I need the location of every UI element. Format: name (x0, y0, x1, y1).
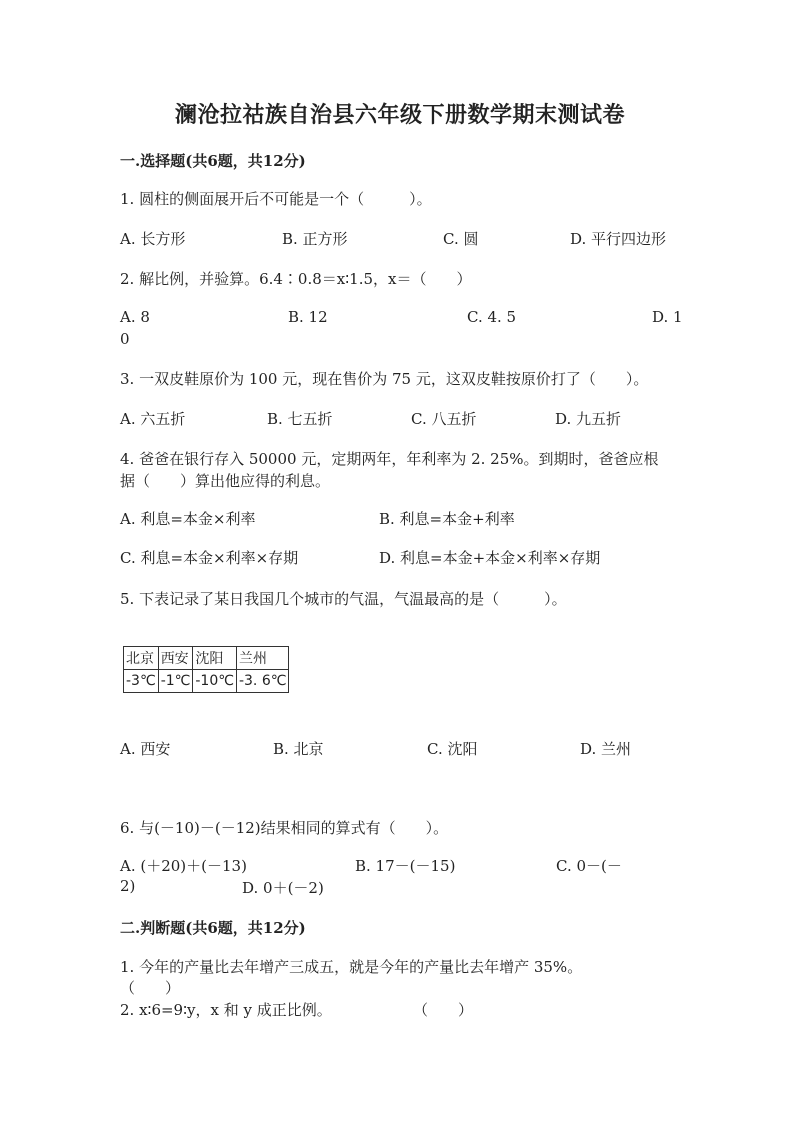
q2-option-c: C. 4. 5 (467, 308, 517, 326)
table-row-temps (124, 670, 289, 693)
q5-option-c: C. 沈阳 (427, 740, 478, 758)
section-heading-judge: 二.判断题(共6题，共12分) (120, 919, 306, 937)
judge-2-answer-paren: （ ） (413, 1001, 474, 1019)
q3-option-c: C. 八五折 (411, 410, 477, 428)
page-title: 澜沧拉祜族自治县六年级下册数学期末测试卷 (174, 102, 625, 128)
q6-option-c-wrap: 2) (120, 877, 136, 895)
judge-1-line1: 1. 今年的产量比去年增产三成五，就是今年的产量比去年增产 35%。 (120, 958, 583, 976)
q2-option-b: B. 12 (288, 308, 328, 326)
q4-option-c: C. 利息=本金×利率×存期 (120, 549, 299, 567)
q6-option-c: C. 0－(－ (556, 857, 622, 875)
q4-option-b: B. 利息=本金+利率 (379, 510, 515, 528)
q4-option-a: A. 利息=本金×利率 (120, 510, 256, 528)
q3-option-d: D. 九五折 (555, 410, 622, 428)
table-row-cities (124, 647, 289, 670)
q5-option-b: B. 北京 (273, 740, 324, 758)
question-5: 5. 下表记录了某日我国几个城市的气温，气温最高的是（ ）。 (120, 590, 567, 608)
table-cell: -3℃ (124, 670, 159, 693)
table-cell: -3. 6℃ (236, 670, 289, 693)
q6-option-b: B. 17－(－15) (355, 857, 456, 875)
judge-2: 2. x∶6=9∶y，x 和 y 成正比例。 (120, 1001, 332, 1019)
q3-option-a: A. 六五折 (120, 410, 186, 428)
q4-option-d: D. 利息=本金+本金×利率×存期 (379, 549, 601, 567)
q1-option-c: C. 圆 (443, 230, 479, 248)
q2-option-a: A. 8 (120, 308, 150, 326)
question-1: 1. 圆柱的侧面展开后不可能是一个（ ）。 (120, 190, 432, 208)
q5-option-d: D. 兰州 (580, 740, 632, 758)
q2-option-d-wrap: 0 (120, 330, 130, 348)
table-cell: -1℃ (158, 670, 193, 693)
q1-option-d: D. 平行四边形 (570, 230, 667, 248)
q3-option-b: B. 七五折 (267, 410, 333, 428)
table-cell: -10℃ (193, 670, 237, 693)
temperature-table (123, 646, 289, 693)
question-2: 2. 解比例，并验算。6.4∶0.8＝x∶1.5，x＝（ ） (120, 270, 472, 288)
q2-option-d: D. 1 (652, 308, 683, 326)
section-heading-choice: 一.选择题(共6题，共12分) (120, 152, 306, 170)
question-4-line1: 4. 爸爸在银行存入 50000 元，定期两年，年利率为 2. 25%。到期时，爸爸应根 (120, 450, 659, 468)
question-4-line2: 据（ ）算出他应得的利息。 (120, 472, 331, 490)
table-cell: 北京 (124, 647, 159, 670)
table-cell: 沈阳 (193, 647, 237, 670)
table-cell: 兰州 (236, 647, 289, 670)
q1-option-b: B. 正方形 (282, 230, 348, 248)
judge-1-answer-paren: （ ） (120, 979, 181, 997)
q5-option-a: A. 西安 (120, 740, 171, 758)
q1-option-a: A. 长方形 (120, 230, 186, 248)
q6-option-d: D. 0＋(－2) (242, 879, 324, 897)
table-cell: 西安 (158, 647, 193, 670)
q6-option-a: A. (＋20)＋(－13) (120, 857, 247, 875)
question-6: 6. 与(－10)－(－12)结果相同的算式有（ ）。 (120, 819, 449, 837)
question-3: 3. 一双皮鞋原价为 100 元，现在售价为 75 元，这双皮鞋按原价打了（ ）。 (120, 370, 649, 388)
